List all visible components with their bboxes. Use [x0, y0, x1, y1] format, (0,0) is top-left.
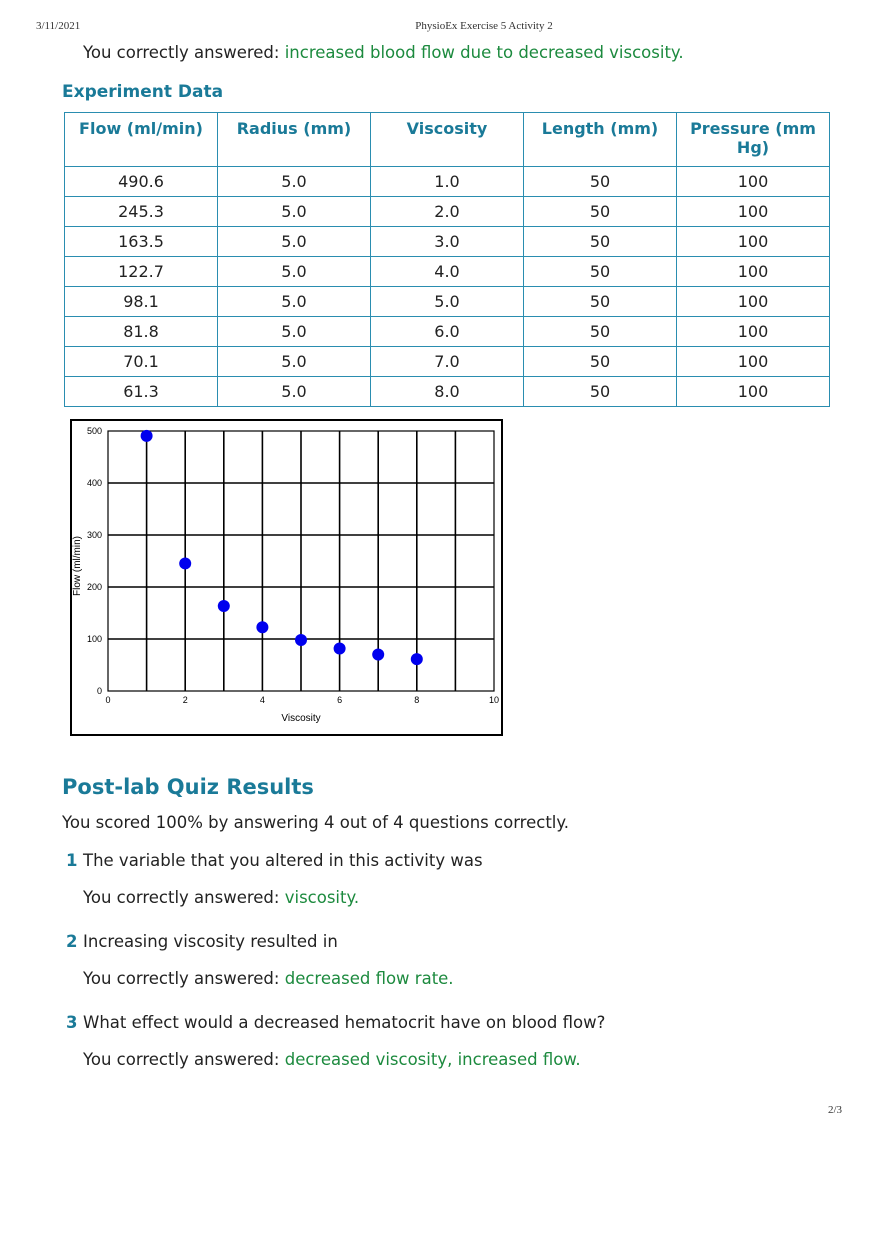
- answer-prefix: You correctly answered:: [83, 1050, 285, 1069]
- table-cell: 61.3: [65, 377, 218, 407]
- experiment-data-table: [64, 112, 830, 407]
- table-cell: 490.6: [65, 167, 218, 197]
- chart-canvas: [72, 421, 505, 738]
- question-answer: [83, 888, 359, 907]
- answer-prefix: You correctly answered:: [83, 43, 285, 62]
- table-cell: 5.0: [218, 287, 371, 317]
- page-number: 2/3: [827, 1104, 842, 1116]
- table-cell: 5.0: [371, 287, 524, 317]
- column-header-pressure: Pressure (mm Hg): [677, 113, 830, 167]
- table-header-row: [65, 113, 830, 167]
- x-tick-label: 8: [414, 695, 420, 705]
- x-tick-label: 4: [259, 695, 265, 705]
- table-row: [65, 317, 830, 347]
- table-cell: 5.0: [218, 257, 371, 287]
- table-cell: 3.0: [371, 227, 524, 257]
- table-row: [65, 257, 830, 287]
- table-cell: 98.1: [65, 287, 218, 317]
- table-cell: 6.0: [371, 317, 524, 347]
- question-text: What effect would a decreased hematocrit have on blood flow?: [83, 1013, 606, 1032]
- y-axis-label: Flow (ml/min): [72, 536, 83, 596]
- x-tick-label: 10: [488, 695, 500, 705]
- column-header-flow: Flow (ml/min): [65, 113, 218, 167]
- data-point: [179, 557, 191, 569]
- print-date: 3/11/2021: [36, 20, 81, 32]
- data-point: [141, 430, 153, 442]
- table-cell: 8.0: [371, 377, 524, 407]
- table-row: [65, 377, 830, 407]
- table-cell: 100: [677, 287, 830, 317]
- x-tick-label: 2: [182, 695, 188, 705]
- x-axis-label: Viscosity: [281, 713, 321, 724]
- answer-text: decreased viscosity, increased flow.: [284, 1050, 581, 1069]
- table-row: [65, 227, 830, 257]
- table-cell: 50: [524, 257, 677, 287]
- table-cell: 50: [524, 197, 677, 227]
- table-cell: 50: [524, 347, 677, 377]
- table-cell: 5.0: [218, 167, 371, 197]
- table-cell: 5.0: [218, 317, 371, 347]
- data-point: [372, 649, 384, 661]
- answer-text: increased blood flow due to decreased viscosity.: [284, 43, 684, 62]
- table-cell: 50: [524, 287, 677, 317]
- table-row: [65, 347, 830, 377]
- table-row: [65, 287, 830, 317]
- question-text: Increasing viscosity resulted in: [83, 932, 338, 951]
- table-cell: 5.0: [218, 197, 371, 227]
- answer-prefix: You correctly answered:: [83, 969, 285, 988]
- column-header-length: Length (mm): [524, 113, 677, 167]
- question-number: 2: [66, 932, 78, 951]
- y-tick-label: 200: [86, 582, 102, 592]
- table-row: [65, 197, 830, 227]
- y-tick-label: 0: [96, 686, 102, 696]
- x-tick-label: 6: [337, 695, 343, 705]
- y-tick-label: 400: [86, 478, 102, 488]
- table-cell: 122.7: [65, 257, 218, 287]
- question-text: The variable that you altered in this activity was: [83, 851, 483, 870]
- table-cell: 100: [677, 377, 830, 407]
- table-row: [65, 167, 830, 197]
- flow-vs-viscosity-chart: [70, 419, 503, 736]
- question-number: 1: [66, 851, 78, 870]
- column-header-viscosity: Viscosity: [371, 113, 524, 167]
- table-cell: 2.0: [371, 197, 524, 227]
- table-cell: 4.0: [371, 257, 524, 287]
- question-number: 3: [66, 1013, 78, 1032]
- table-cell: 5.0: [218, 347, 371, 377]
- table-cell: 245.3: [65, 197, 218, 227]
- data-point: [256, 621, 268, 633]
- data-point: [295, 634, 307, 646]
- table-cell: 100: [677, 347, 830, 377]
- table-cell: 100: [677, 257, 830, 287]
- table-cell: 50: [524, 227, 677, 257]
- table-cell: 100: [677, 227, 830, 257]
- previous-answer: [83, 43, 684, 62]
- table-cell: 7.0: [371, 347, 524, 377]
- table-cell: 50: [524, 317, 677, 347]
- table-cell: 163.5: [65, 227, 218, 257]
- table-cell: 100: [677, 167, 830, 197]
- y-tick-label: 100: [86, 634, 102, 644]
- column-header-radius: Radius (mm): [218, 113, 371, 167]
- table-cell: 50: [524, 377, 677, 407]
- answer-text: decreased flow rate.: [284, 969, 454, 988]
- question-answer: [83, 969, 454, 988]
- table-cell: 81.8: [65, 317, 218, 347]
- data-point: [334, 642, 346, 654]
- experiment-data-heading: Experiment Data: [62, 82, 224, 102]
- quiz-results-heading: Post-lab Quiz Results: [62, 775, 314, 799]
- table-cell: 1.0: [371, 167, 524, 197]
- table-cell: 50: [524, 167, 677, 197]
- y-tick-label: 500: [86, 426, 102, 436]
- table-cell: 100: [677, 317, 830, 347]
- print-title: PhysioEx Exercise 5 Activity 2: [415, 20, 553, 32]
- table-cell: 100: [677, 197, 830, 227]
- y-tick-label: 300: [86, 530, 102, 540]
- quiz-score: You scored 100% by answering 4 out of 4 questions correctly.: [62, 813, 570, 832]
- table-cell: 70.1: [65, 347, 218, 377]
- answer-prefix: You correctly answered:: [83, 888, 285, 907]
- table-cell: 5.0: [218, 227, 371, 257]
- x-tick-label: 0: [105, 695, 111, 705]
- data-point: [218, 600, 230, 612]
- question-answer: [83, 1050, 581, 1069]
- data-point: [411, 653, 423, 665]
- table-cell: 5.0: [218, 377, 371, 407]
- answer-text: viscosity.: [284, 888, 360, 907]
